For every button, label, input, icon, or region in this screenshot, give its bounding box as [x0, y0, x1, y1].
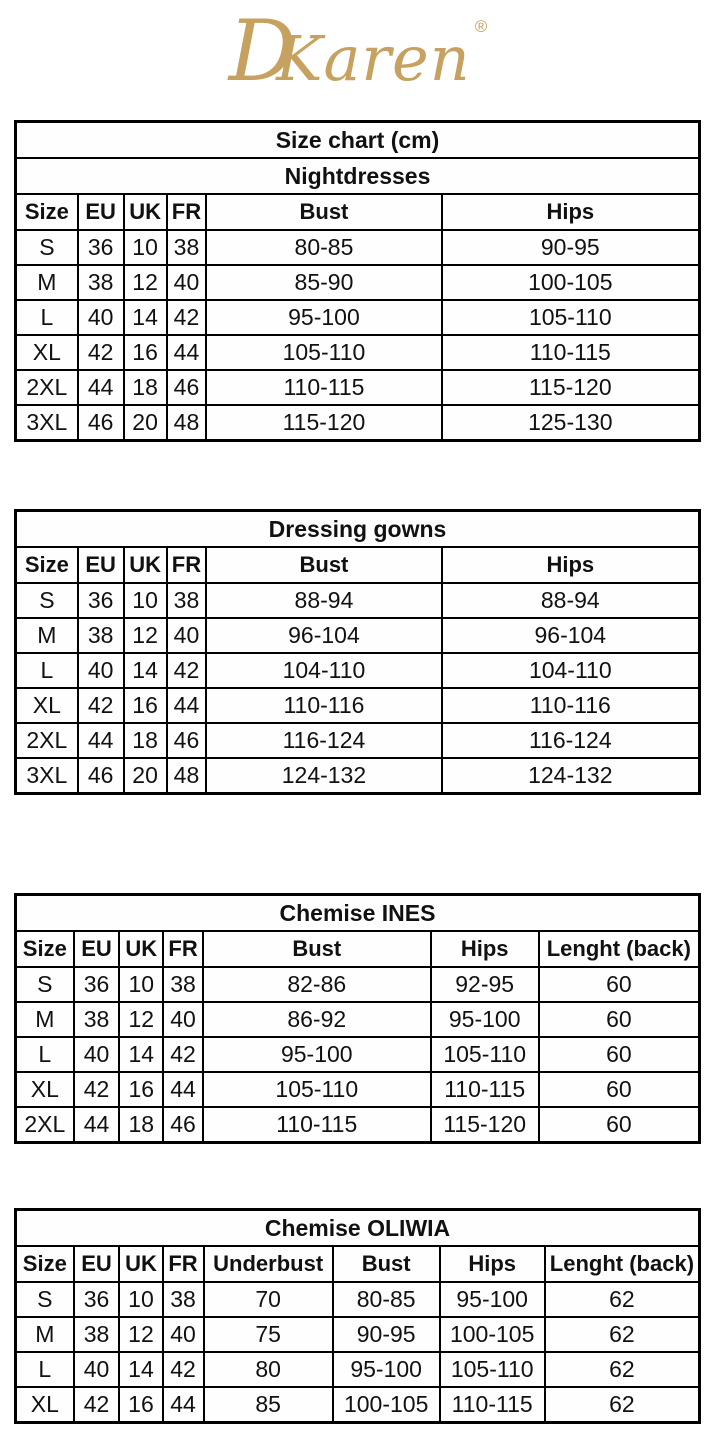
measurement-cell: 110-115	[206, 370, 441, 405]
size-label-cell: XL	[16, 335, 78, 370]
measurement-cell: 116-124	[206, 723, 441, 758]
column-header: EU	[74, 1246, 120, 1282]
size-row	[16, 653, 700, 688]
measurement-cell: 18	[124, 370, 167, 405]
measurement-cell: 16	[124, 688, 167, 723]
column-header: EU	[78, 194, 124, 230]
measurement-cell: 105-110	[203, 1072, 431, 1107]
column-header: FR	[163, 931, 203, 967]
size-label-cell: 2XL	[16, 1107, 74, 1143]
column-header-row	[16, 1246, 700, 1282]
measurement-cell: 80-85	[333, 1282, 440, 1317]
size-row	[16, 1387, 700, 1423]
table-title-row	[16, 1210, 700, 1247]
table-title-row	[16, 122, 700, 159]
table-title: Size chart (cm)	[16, 122, 700, 159]
measurement-cell: 62	[545, 1352, 700, 1387]
measurement-cell: 42	[74, 1072, 120, 1107]
measurement-cell: 42	[78, 688, 124, 723]
measurement-cell: 40	[74, 1037, 120, 1072]
measurement-cell: 42	[163, 1352, 204, 1387]
measurement-cell: 124-132	[442, 758, 700, 794]
measurement-cell: 48	[167, 405, 207, 441]
measurement-cell: 60	[539, 967, 700, 1002]
measurement-cell: 70	[204, 1282, 333, 1317]
size-row	[16, 300, 700, 335]
column-header: UK	[124, 547, 167, 583]
table-subtitle: Nightdresses	[16, 158, 700, 194]
dressing-gowns-table	[14, 509, 701, 795]
measurement-cell: 36	[78, 583, 124, 618]
measurement-cell: 16	[119, 1387, 162, 1423]
chemise-ines-table	[14, 893, 701, 1144]
size-row	[16, 688, 700, 723]
measurement-cell: 110-115	[442, 335, 700, 370]
size-row	[16, 723, 700, 758]
size-label-cell: M	[16, 1002, 74, 1037]
measurement-cell: 100-105	[333, 1387, 440, 1423]
size-label-cell: XL	[16, 1072, 74, 1107]
size-label-cell: L	[16, 300, 78, 335]
size-row	[16, 1282, 700, 1317]
size-label-cell: XL	[16, 688, 78, 723]
size-label-cell: S	[16, 967, 74, 1002]
column-header: Hips	[442, 194, 700, 230]
measurement-cell: 105-110	[431, 1037, 539, 1072]
measurement-cell: 38	[78, 265, 124, 300]
nightdresses-table	[14, 120, 701, 442]
size-row	[16, 967, 700, 1002]
measurement-cell: 96-104	[206, 618, 441, 653]
measurement-cell: 95-100	[206, 300, 441, 335]
column-header-row	[16, 547, 700, 583]
measurement-cell: 44	[167, 688, 207, 723]
chemise-ines-size-chart	[14, 893, 701, 1144]
table-title: Chemise INES	[16, 895, 700, 932]
size-row	[16, 265, 700, 300]
size-label-cell: L	[16, 1037, 74, 1072]
brand-logo-name: Karen	[276, 22, 471, 95]
nightdresses-size-chart	[14, 120, 701, 442]
measurement-cell: 38	[163, 1282, 204, 1317]
measurement-cell: 20	[124, 405, 167, 441]
column-header: Lenght (back)	[539, 931, 700, 967]
column-header: Size	[16, 1246, 74, 1282]
column-header-row	[16, 194, 700, 230]
measurement-cell: 62	[545, 1387, 700, 1423]
measurement-cell: 88-94	[442, 583, 700, 618]
measurement-cell: 115-120	[431, 1107, 539, 1143]
measurement-cell: 40	[78, 300, 124, 335]
measurement-cell: 38	[163, 967, 203, 1002]
measurement-cell: 44	[167, 335, 207, 370]
measurement-cell: 12	[124, 265, 167, 300]
size-row	[16, 1352, 700, 1387]
measurement-cell: 95-100	[431, 1002, 539, 1037]
column-header: Size	[16, 194, 78, 230]
column-header: EU	[74, 931, 120, 967]
measurement-cell: 62	[545, 1282, 700, 1317]
measurement-cell: 115-120	[442, 370, 700, 405]
column-header: EU	[78, 547, 124, 583]
column-header: Size	[16, 547, 78, 583]
measurement-cell: 42	[167, 300, 207, 335]
measurement-cell: 100-105	[442, 265, 700, 300]
measurement-cell: 14	[119, 1352, 162, 1387]
column-header: FR	[167, 547, 207, 583]
measurement-cell: 38	[74, 1317, 120, 1352]
measurement-cell: 16	[119, 1072, 163, 1107]
size-label-cell: 3XL	[16, 758, 78, 794]
size-label-cell: L	[16, 1352, 74, 1387]
measurement-cell: 10	[124, 583, 167, 618]
measurement-cell: 44	[74, 1107, 120, 1143]
size-label-cell: M	[16, 618, 78, 653]
table-title-row	[16, 158, 700, 194]
measurement-cell: 44	[78, 370, 124, 405]
measurement-cell: 115-120	[206, 405, 441, 441]
measurement-cell: 88-94	[206, 583, 441, 618]
measurement-cell: 110-115	[431, 1072, 539, 1107]
size-label-cell: S	[16, 230, 78, 265]
measurement-cell: 95-100	[333, 1352, 440, 1387]
measurement-cell: 95-100	[440, 1282, 545, 1317]
size-row	[16, 758, 700, 794]
measurement-cell: 105-110	[206, 335, 441, 370]
measurement-cell: 110-116	[442, 688, 700, 723]
measurement-cell: 14	[119, 1037, 163, 1072]
size-label-cell: M	[16, 1317, 74, 1352]
measurement-cell: 10	[124, 230, 167, 265]
size-row	[16, 230, 700, 265]
measurement-cell: 75	[204, 1317, 333, 1352]
size-row	[16, 1037, 700, 1072]
size-row	[16, 405, 700, 441]
measurement-cell: 96-104	[442, 618, 700, 653]
measurement-cell: 36	[74, 1282, 120, 1317]
measurement-cell: 40	[163, 1002, 203, 1037]
size-row	[16, 1107, 700, 1143]
measurement-cell: 38	[78, 618, 124, 653]
measurement-cell: 42	[163, 1037, 203, 1072]
column-header: FR	[167, 194, 207, 230]
measurement-cell: 82-86	[203, 967, 431, 1002]
measurement-cell: 48	[167, 758, 207, 794]
measurement-cell: 104-110	[206, 653, 441, 688]
column-header: Hips	[440, 1246, 545, 1282]
measurement-cell: 100-105	[440, 1317, 545, 1352]
measurement-cell: 20	[124, 758, 167, 794]
size-row	[16, 583, 700, 618]
measurement-cell: 12	[119, 1317, 162, 1352]
measurement-cell: 40	[167, 265, 207, 300]
measurement-cell: 80-85	[206, 230, 441, 265]
size-row	[16, 1317, 700, 1352]
brand-logo	[0, 2, 716, 104]
measurement-cell: 125-130	[442, 405, 700, 441]
chemise-oliwia-size-chart	[14, 1208, 701, 1424]
measurement-cell: 80	[204, 1352, 333, 1387]
size-label-cell: S	[16, 583, 78, 618]
measurement-cell: 92-95	[431, 967, 539, 1002]
column-header: Hips	[442, 547, 700, 583]
measurement-cell: 12	[124, 618, 167, 653]
measurement-cell: 90-95	[333, 1317, 440, 1352]
measurement-cell: 60	[539, 1107, 700, 1143]
brand-logo-initial: D	[228, 2, 293, 100]
measurement-cell: 90-95	[442, 230, 700, 265]
measurement-cell: 36	[74, 967, 120, 1002]
measurement-cell: 110-115	[203, 1107, 431, 1143]
size-label-cell: M	[16, 265, 78, 300]
measurement-cell: 60	[539, 1037, 700, 1072]
dressing-gowns-size-chart	[14, 509, 701, 795]
measurement-cell: 60	[539, 1002, 700, 1037]
measurement-cell: 46	[163, 1107, 203, 1143]
measurement-cell: 62	[545, 1317, 700, 1352]
registered-trademark-icon: ®	[474, 17, 488, 36]
measurement-cell: 38	[74, 1002, 120, 1037]
column-header: Bust	[206, 194, 441, 230]
measurement-cell: 85-90	[206, 265, 441, 300]
measurement-cell: 44	[78, 723, 124, 758]
measurement-cell: 46	[167, 370, 207, 405]
column-header: Lenght (back)	[545, 1246, 700, 1282]
column-header: UK	[124, 194, 167, 230]
column-header-row	[16, 931, 700, 967]
size-label-cell: L	[16, 653, 78, 688]
column-header: UK	[119, 931, 163, 967]
measurement-cell: 38	[167, 583, 207, 618]
measurement-cell: 44	[163, 1072, 203, 1107]
measurement-cell: 10	[119, 967, 163, 1002]
measurement-cell: 14	[124, 300, 167, 335]
measurement-cell: 86-92	[203, 1002, 431, 1037]
measurement-cell: 46	[78, 405, 124, 441]
column-header: Hips	[431, 931, 539, 967]
size-label-cell: XL	[16, 1387, 74, 1423]
table-title: Dressing gowns	[16, 511, 700, 548]
size-label-cell: 2XL	[16, 370, 78, 405]
chemise-oliwia-table	[14, 1208, 701, 1424]
measurement-cell: 12	[119, 1002, 163, 1037]
measurement-cell: 60	[539, 1072, 700, 1107]
table-title-row	[16, 895, 700, 932]
size-label-cell: 3XL	[16, 405, 78, 441]
measurement-cell: 42	[167, 653, 207, 688]
measurement-cell: 40	[74, 1352, 120, 1387]
measurement-cell: 18	[124, 723, 167, 758]
column-header: UK	[119, 1246, 162, 1282]
measurement-cell: 44	[163, 1387, 204, 1423]
measurement-cell: 42	[78, 335, 124, 370]
measurement-cell: 105-110	[442, 300, 700, 335]
measurement-cell: 124-132	[206, 758, 441, 794]
measurement-cell: 40	[78, 653, 124, 688]
size-row	[16, 370, 700, 405]
measurement-cell: 40	[167, 618, 207, 653]
size-row	[16, 335, 700, 370]
size-label-cell: 2XL	[16, 723, 78, 758]
measurement-cell: 110-115	[440, 1387, 545, 1423]
measurement-cell: 105-110	[440, 1352, 545, 1387]
measurement-cell: 16	[124, 335, 167, 370]
measurement-cell: 36	[78, 230, 124, 265]
size-label-cell: S	[16, 1282, 74, 1317]
measurement-cell: 46	[167, 723, 207, 758]
measurement-cell: 95-100	[203, 1037, 431, 1072]
column-header: Bust	[206, 547, 441, 583]
column-header: Size	[16, 931, 74, 967]
measurement-cell: 14	[124, 653, 167, 688]
measurement-cell: 40	[163, 1317, 204, 1352]
size-row	[16, 618, 700, 653]
measurement-cell: 38	[167, 230, 207, 265]
measurement-cell: 10	[119, 1282, 162, 1317]
measurement-cell: 116-124	[442, 723, 700, 758]
measurement-cell: 46	[78, 758, 124, 794]
measurement-cell: 85	[204, 1387, 333, 1423]
column-header: Bust	[203, 931, 431, 967]
column-header: Bust	[333, 1246, 440, 1282]
measurement-cell: 42	[74, 1387, 120, 1423]
measurement-cell: 104-110	[442, 653, 700, 688]
size-row	[16, 1002, 700, 1037]
measurement-cell: 18	[119, 1107, 163, 1143]
measurement-cell: 110-116	[206, 688, 441, 723]
table-title-row	[16, 511, 700, 548]
table-title: Chemise OLIWIA	[16, 1210, 700, 1247]
size-row	[16, 1072, 700, 1107]
column-header: Underbust	[204, 1246, 333, 1282]
column-header: FR	[163, 1246, 204, 1282]
